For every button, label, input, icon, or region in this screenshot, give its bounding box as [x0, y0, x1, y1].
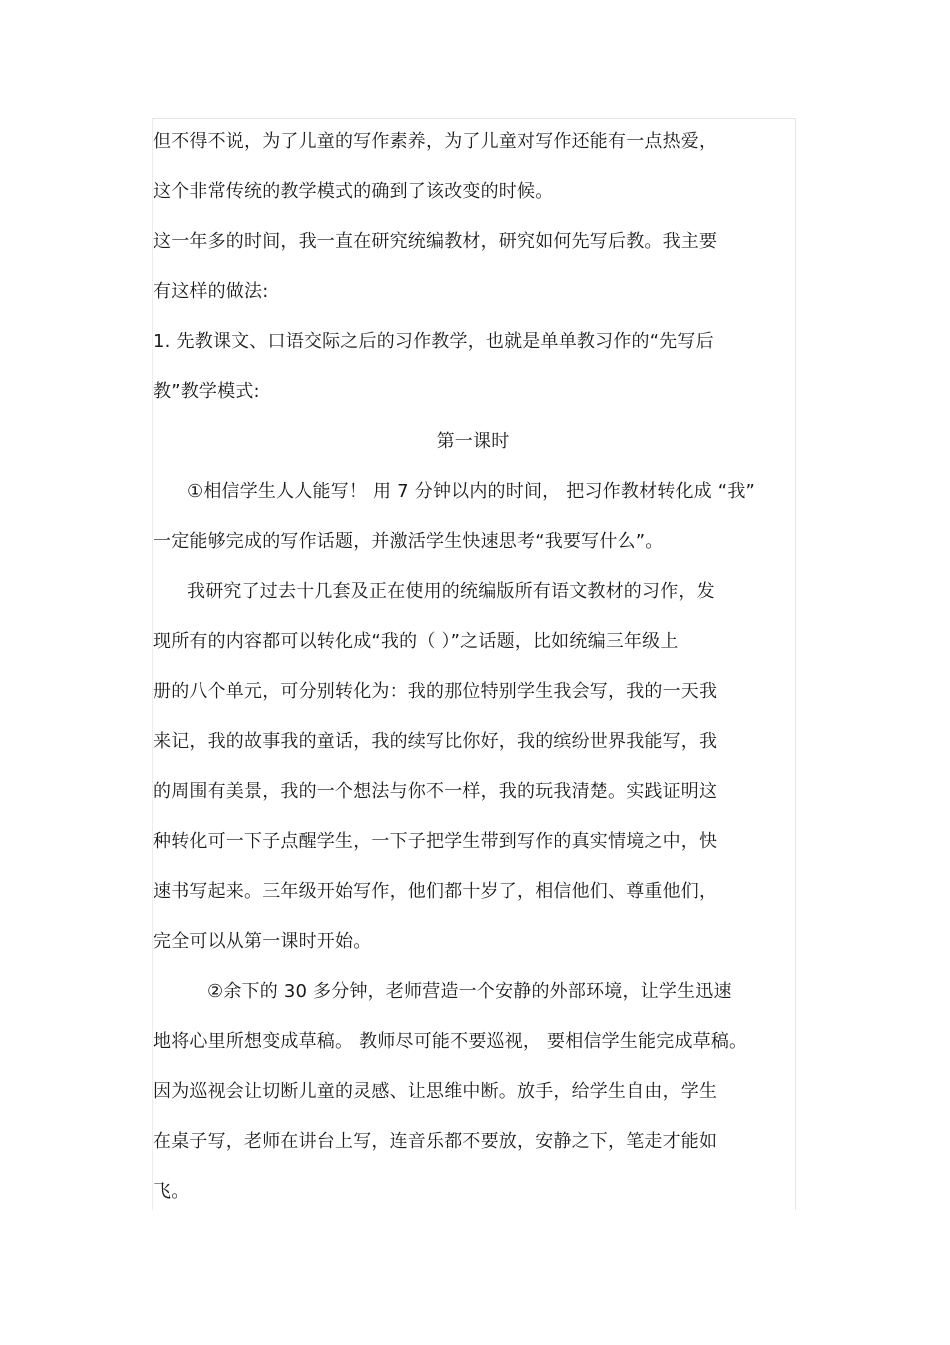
paragraph-line: ②余下的 30 多分钟，老师营造一个安静的外部环境，让学生迅速 — [207, 981, 732, 1002]
paragraph-line: 这个非常传统的教学模式的确到了该改变的时候。 — [153, 181, 554, 202]
paragraph-line: 有这样的做法: — [153, 281, 269, 302]
paragraph-line: 册的八个单元，可分别转化为：我的那位特别学生我会写，我的一天我 — [153, 681, 718, 702]
paragraph-line: 在桌子写，老师在讲台上写，连音乐都不要放，安静之下，笔走才能如 — [153, 1131, 718, 1152]
paragraph-line: 但不得不说，为了儿童的写作素养，为了儿童对写作还能有一点热爱， — [153, 131, 718, 152]
paragraph-line: ①相信学生人人能写！ 用 7 分钟以内的时间， 把习作教材转化成 “我” — [187, 481, 756, 502]
paragraph-line: 我研究了过去十几套及正在使用的统编版所有语文教材的习作，发 — [187, 581, 715, 602]
paragraph-line: 这一年多的时间，我一直在研究统编教材，研究如何先写后教。我主要 — [153, 231, 718, 252]
paragraph-line: 因为巡视会让切断儿童的灵感、让思维中断。放手，给学生自由，学生 — [153, 1081, 718, 1102]
paragraph-line: 完全可以从第一课时开始。 — [153, 931, 372, 952]
paragraph-line: 地将心里所想变成草稿。 教师尽可能不要巡视， 要相信学生能完成草稿。 — [153, 1031, 748, 1052]
paragraph-line: 一定能够完成的写作话题，并激活学生快速思考“我要写什么”。 — [153, 531, 664, 552]
paragraph-line: 教”教学模式: — [153, 381, 260, 402]
section-heading: 第一课时 — [436, 431, 510, 452]
paragraph-line: 来记，我的故事我的童话，我的续写比你好，我的缤纷世界我能写，我 — [153, 731, 718, 752]
paragraph-line: 种转化可一下子点醒学生，一下子把学生带到写作的真实情境之中，快 — [153, 831, 718, 852]
paragraph-line: 的周围有美景，我的一个想法与你不一样，我的玩我清楚。实践证明这 — [153, 781, 718, 802]
paragraph-line: 速书写起来。三年级开始写作，他们都十岁了，相信他们、尊重他们， — [153, 881, 718, 902]
paragraph-line: 1. 先教课文、口语交际之后的习作教学，也就是单单教习作的“先写后 — [153, 331, 714, 352]
paragraph-line: 现所有的内容都可以转化成“我的（ ）”之话题，比如统编三年级上 — [153, 631, 679, 652]
paragraph-line: 飞。 — [153, 1181, 190, 1202]
